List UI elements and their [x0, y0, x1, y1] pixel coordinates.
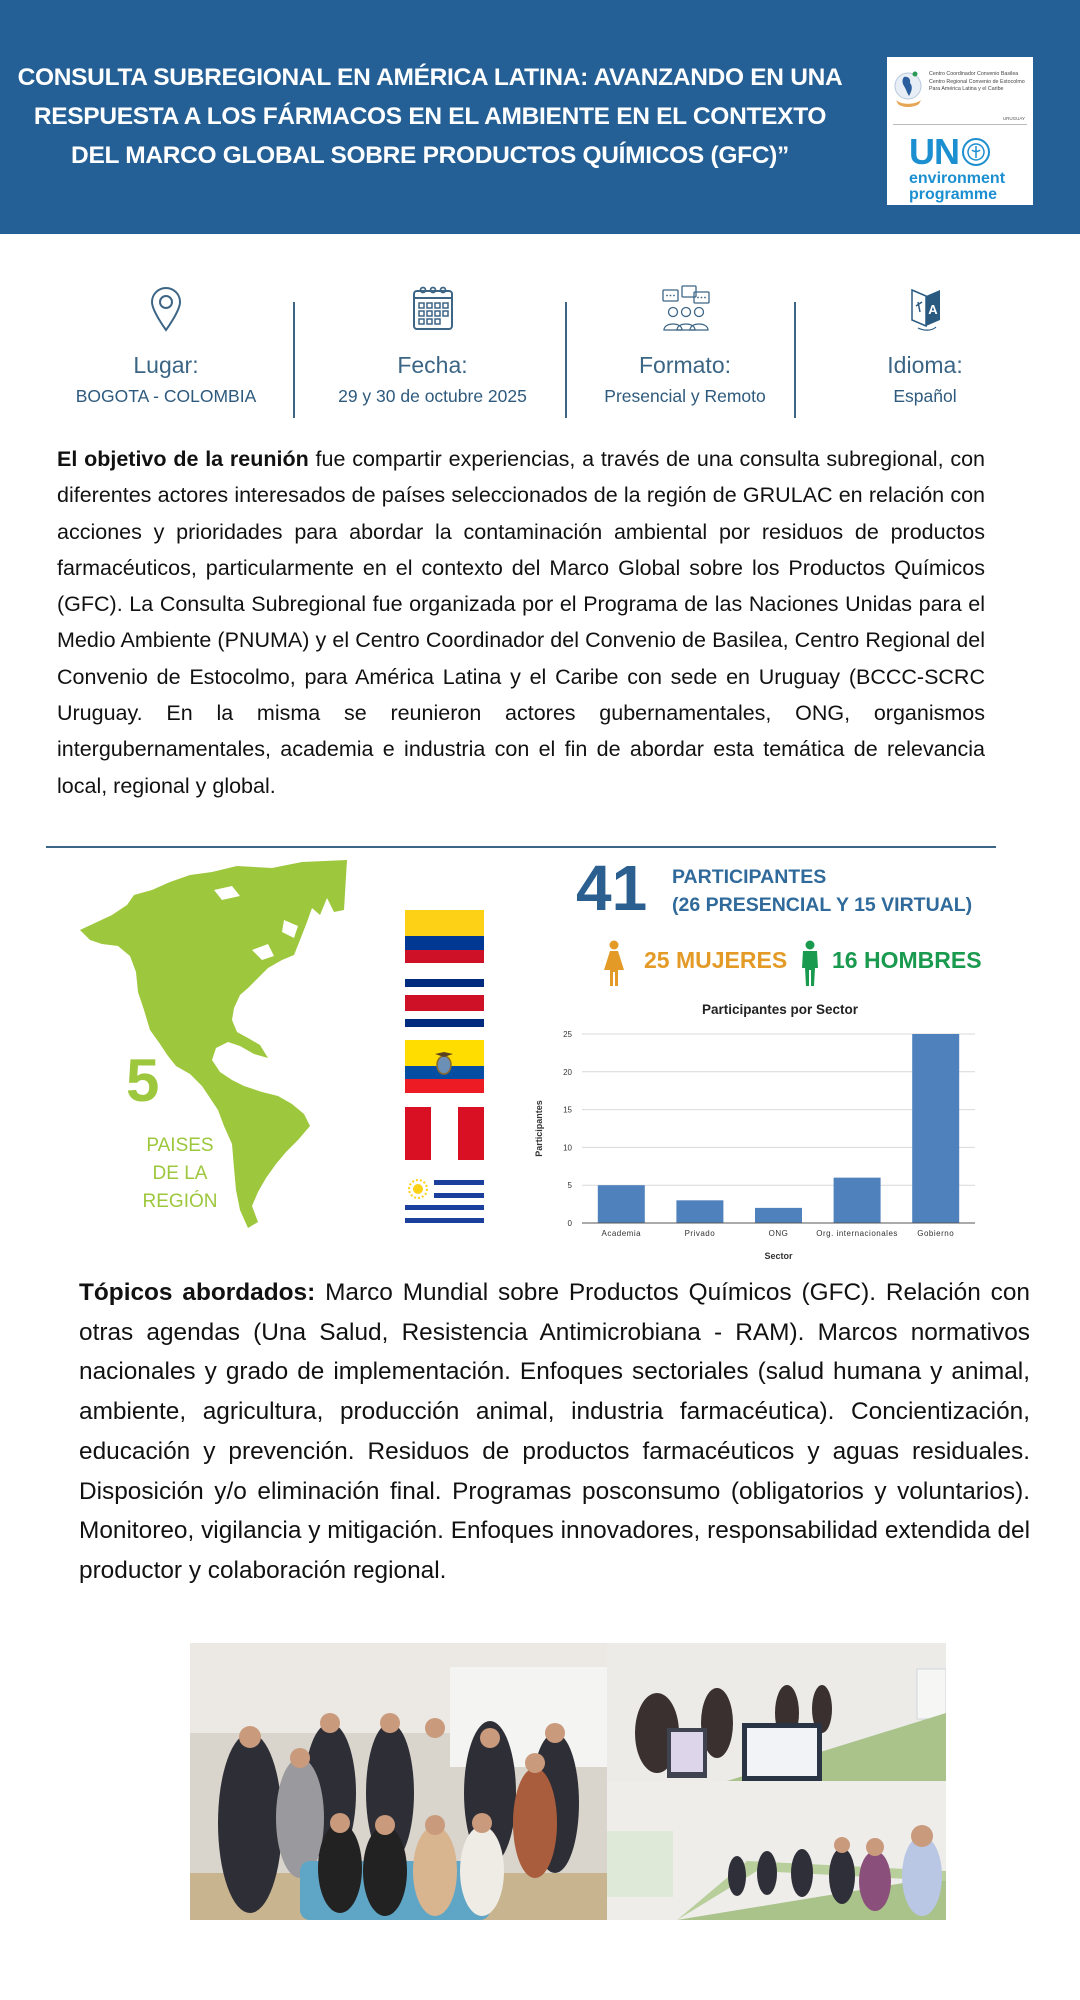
bar: [676, 1200, 723, 1223]
y-tick-label: 15: [563, 1105, 572, 1115]
countries-label-line: PAISES: [146, 1135, 214, 1156]
bar: [912, 1034, 959, 1223]
partner-logo: [887, 57, 1033, 205]
location-pin-icon: [142, 284, 190, 332]
info-lugar: [46, 270, 286, 420]
info-label: Idioma:: [887, 352, 963, 378]
participants-title-line: PARTICIPANTES: [672, 866, 827, 888]
y-tick-label: 0: [567, 1219, 572, 1228]
y-tick-label: 20: [563, 1067, 572, 1077]
y-tick-label: 5: [567, 1181, 572, 1191]
un-emblem-icon: [961, 137, 991, 167]
participants-total: 41: [576, 852, 648, 924]
y-tick-label: 25: [563, 1030, 572, 1039]
logo-env-line: environment: [909, 170, 1006, 187]
chart-plot: [530, 1000, 990, 1270]
svg-text:A: A: [928, 302, 938, 317]
translate-icon: [902, 284, 950, 332]
participants-title-line: (26 PRESENCIAL Y 15 VIRTUAL): [672, 894, 973, 916]
divider: [565, 302, 567, 418]
woman-icon: [602, 940, 626, 988]
y-axis-label: Participantes: [534, 1100, 544, 1157]
countries-label-line: REGIÓN: [142, 1191, 218, 1212]
meeting-photo-2-image: [607, 1781, 946, 1920]
bar: [598, 1185, 645, 1223]
info-value: BOGOTA - COLOMBIA: [75, 386, 257, 406]
bar: [755, 1208, 802, 1223]
topics-paragraph: [79, 1273, 1030, 1591]
logo-env-line: programme: [909, 186, 998, 203]
globe-hands-icon: [893, 69, 925, 109]
meeting-photo-1: [607, 1643, 946, 1781]
logo-org-line: Para América Latina y el Caribe: [929, 86, 1004, 92]
people-chat-icon: [661, 284, 713, 332]
countries-count: 5: [126, 1047, 160, 1114]
info-fecha: [305, 270, 560, 420]
participants-title: [672, 863, 972, 919]
group-photo: [190, 1643, 607, 1920]
chart-title: Participantes por Sector: [701, 1002, 859, 1017]
divider: [293, 302, 295, 418]
meeting-photo-2: [607, 1781, 946, 1920]
flag-ecuador: [405, 1040, 484, 1093]
info-value: Presencial y Remoto: [604, 386, 766, 406]
logo-un-text: UN: [909, 131, 959, 172]
header-banner: [0, 0, 1080, 234]
info-formato: [575, 270, 795, 420]
x-tick-label: ONG: [768, 1229, 789, 1238]
x-tick-label: Academia: [601, 1229, 642, 1238]
info-idioma: [810, 270, 1040, 420]
objective-paragraph: [57, 441, 985, 804]
flag-costa-rica: [405, 979, 484, 1032]
page-title: [0, 58, 860, 175]
topics-text: Marco Mundial sobre Productos Químicos (GFC). Relación con otras agendas (Una Salud, Resistencia Antimicrobiana - RAM). Marcos normativos nacionales y grado de implementación. Enfoques sectoriales (salud humana y animal, ambiente, agricultura, producción animal, industria farmacéutica). Concientización, educación y prevención. Residuos de productos farmacéuticos y aguas residuales. Disposición y/o eliminación final. Programas posconsumo (obligatorios y voluntarios). Monitoreo, vigilancia y mitigación. Enfoques innovadores, responsabilidad extendida del productor y colaboración regional.: [79, 1279, 1030, 1584]
divider: [794, 302, 796, 418]
flag-colombia: [405, 910, 484, 963]
x-tick-label: Org. internacionales: [816, 1229, 898, 1238]
objective-text: fue compartir experiencias, a través de una consulta subregional, con diferentes actores interesados de países seleccionados de la región de GRULAC en relación con acciones y prioridades para abordar la contaminación ambiental por residuos de productos farmacéuticos, particularmente en el contexto del Marco Global sobre los Productos Químicos (GFC). La Consulta Subregional fue organizada por el Programa de las Naciones Unidas para el Medio Ambiente (PNUMA) y el Centro Coordinador del Convenio de Basilea, Centro Regional del Convenio de Estocolmo, para América Latina y el Caribe con sede en Uruguay (BCCC-SCRC Uruguay. En la misma se reunieron actores gubernamentales, ONG, organismos intergubernamentales, academia e industria con el fin de abordar esta temática de relevancia local, regional y global.: [57, 447, 985, 798]
sector-chart: [530, 1000, 990, 1270]
men-count: 16 HOMBRES: [832, 947, 982, 973]
countries-label-line: DE LA: [152, 1163, 208, 1184]
section-divider: [46, 846, 996, 848]
title-line: CONSULTA SUBREGIONAL EN AMÉRICA LATINA: AVANZANDO EN UNA: [17, 64, 843, 91]
event-info-row: [0, 270, 1080, 420]
info-label: Lugar:: [133, 352, 199, 378]
logo-org-text: [929, 71, 1025, 94]
women-count: 25 MUJERES: [644, 947, 788, 973]
meeting-photo-1-image: [607, 1643, 946, 1781]
x-axis-label: Sector: [764, 1251, 793, 1261]
x-tick-label: Privado: [684, 1229, 716, 1238]
unep-logo: [909, 131, 1027, 172]
logo-country: URUGUAY: [1002, 116, 1025, 121]
logo-org-line: Centro Coordinador Convenio Basilea: [929, 71, 1019, 77]
calendar-icon: [409, 284, 457, 332]
y-tick-label: 10: [563, 1143, 572, 1153]
logo-env-text: [909, 171, 1027, 203]
group-photo-image: [190, 1643, 607, 1920]
countries-label: [130, 1132, 230, 1216]
x-tick-label: Gobierno: [917, 1229, 955, 1238]
man-icon: [798, 940, 822, 988]
flag-uruguay: [405, 1178, 484, 1231]
flag-peru: [405, 1107, 484, 1160]
info-label: Formato:: [638, 352, 732, 378]
logo-org-line: Centro Regional Convenio de Estocolmo: [929, 78, 1025, 85]
topics-lead: Tópicos abordados:: [79, 1279, 316, 1306]
info-value: 29 y 30 de octubre 2025: [338, 386, 527, 406]
title-line: DEL MARCO GLOBAL SOBRE PRODUCTOS QUÍMICOS (GFC)”: [71, 142, 789, 169]
info-value: Español: [893, 386, 957, 406]
bcccc-logo: [893, 63, 1027, 125]
objective-lead: El objetivo de la reunión: [57, 447, 309, 471]
title-line: RESPUESTA A LOS FÁRMACOS EN EL AMBIENTE EN EL CONTEXTO: [33, 103, 827, 130]
bar: [834, 1178, 881, 1223]
info-label: Fecha:: [397, 352, 468, 378]
